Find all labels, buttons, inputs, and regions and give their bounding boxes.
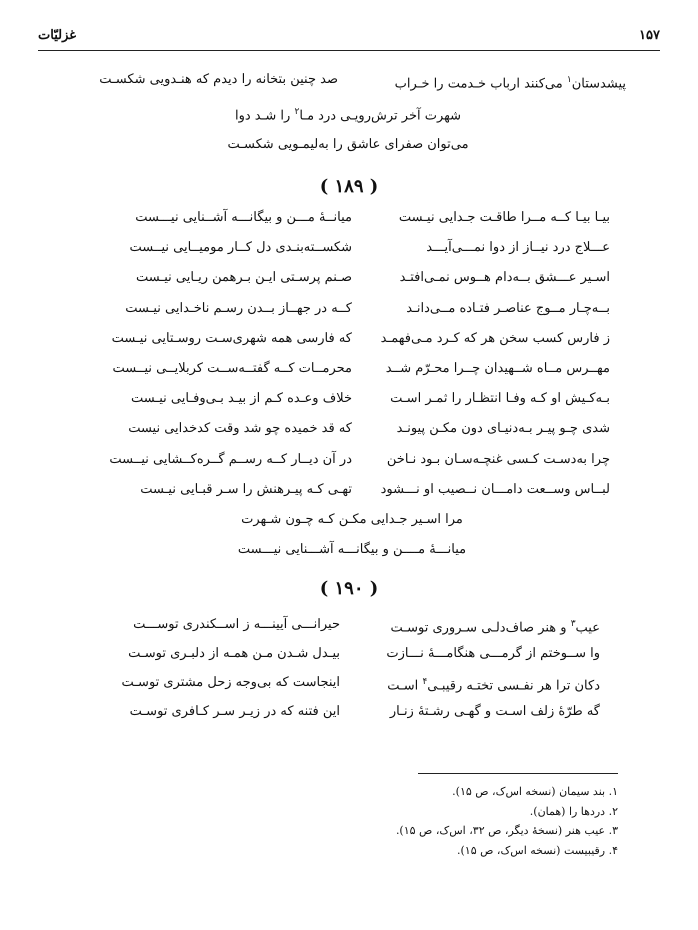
hemistich-right: عیب$^۳$ و هنر صاف‌دلـی سـروری توسـت — [390, 619, 600, 636]
intro-couplet — [70, 66, 626, 98]
hemistich-right: شدی چـو پیـر بـه‌دنیـای دون مکـن پیونـد — [396, 421, 610, 437]
hemistich-right: وا ســوختم از گرمـــی هنگامـــۀ نـــازت — [386, 646, 600, 661]
ghazal-189-title: ( ۱۸۹ ) — [319, 176, 379, 197]
footnote-marker: ۱ — [566, 75, 572, 85]
closing-verse-line: میانـــۀ مــــن و بیگانـــه آشـــنایی نیـــست — [237, 542, 467, 558]
hemistich-right: مهــرس مــاه شــهیدان چــرا محـرّم شــد — [385, 360, 610, 376]
hemistich-left: حیرانـــی آیینـــه ز اســکندری توســـت — [133, 617, 340, 632]
ghazal-190 — [100, 610, 600, 726]
ghazal-189 — [94, 203, 610, 565]
hemistich-left: صـنم پرسـتی ایـن بـرهمن ریـایی نیـست — [136, 270, 352, 286]
footnote: ۲. دردها را (همان). — [529, 804, 618, 818]
hemistich-right: دکان ترا هر نفـسی تختـه رقیبـی$^۴$ اسـت — [387, 677, 600, 694]
hemistich-right: اسـیر عـــشق بــه‌دام هــوس نمـی‌افتـد — [399, 270, 610, 286]
running-title: غزلیّات — [38, 27, 77, 43]
closing-verse-line: مرا اسـیر جـدایی مکـن کـه چـون شـهرت — [241, 511, 463, 527]
hemistich-left: تهـی کـه پیـرهنش را سـر قبـایی نیـست — [140, 481, 352, 497]
hemistich-right: گه طرّۀ زلف اسـت و گهـی رشـتۀ زنـار — [389, 704, 600, 719]
couplet — [94, 445, 610, 475]
hemistich-left: در آن دیــار کــه رســم گــره‌کــشایی نیــست — [109, 451, 352, 467]
couplet — [94, 203, 610, 233]
hemistich-left: اینجاست که بی‌وجه زحل مشتری توسـت — [121, 675, 340, 690]
couplet — [94, 475, 610, 505]
hemistich-left: میانــۀ مـــن و بیگانـــه آشــنایی نیـــست — [135, 210, 352, 225]
page-number: ۱۵۷ — [639, 27, 660, 43]
hemistich-left: شکســته‌بنـدی دل کــار مومیــایی نیــست — [129, 240, 352, 256]
intro-verse-line: می‌توان صفرای عاشق را به‌لیمـویی شکسـت — [227, 136, 469, 152]
couplet — [94, 324, 610, 354]
hemistich-left: صد چنین بتخانه را دیدم که هنـدویی شکسـت — [99, 72, 338, 87]
hemistich-right: عـــلاج درد نیــاز از دوا نمـــی‌آیـــد — [426, 240, 610, 256]
page-header — [38, 20, 660, 51]
couplet — [100, 639, 600, 668]
footnote-marker: ۳ — [570, 619, 576, 629]
intro-verse-line: شهرت آخر ترش‌رویـی درد مـا$^۲$ را شـد دوا — [234, 107, 462, 124]
hemistich-left: کــه در جهــاز بــدن رسـم ناخـدایی نیـست — [125, 300, 352, 316]
hemistich-left: این فتنه که در زیـر سـر کـافری توسـت — [129, 704, 340, 719]
footnote: ۳. عیب هنر (نسخۀ دیگر، ص ۳۲، اس‌ک، ص ۱۵). — [395, 824, 618, 837]
hemistich-left: محرمــات کــه گفتــه‌ســت کربلایــی نیــست — [112, 360, 352, 376]
couplet — [94, 384, 610, 414]
footnote-divider — [418, 773, 618, 774]
hemistich-left: که فارسی همه شهری‌سـت روسـتایی نیـست — [111, 330, 352, 346]
hemistich-left: بیـدل شـدن مـن همـه از دلبـری توسـت — [128, 646, 340, 661]
couplet — [94, 233, 610, 263]
footnote: ۴. رقیبیست (نسخه اس‌ک، ص ۱۵). — [456, 843, 618, 857]
couplet — [94, 414, 610, 444]
couplet — [94, 354, 610, 384]
couplet — [94, 263, 610, 293]
footnote-marker: ۲ — [294, 107, 300, 118]
couplet — [100, 668, 600, 697]
couplet — [100, 610, 600, 639]
couplet — [100, 697, 600, 726]
hemistich-right: بــه‌چـار مــوج عناصـر فتـاده مــی‌دانـد — [406, 300, 610, 316]
hemistich-right: بـه‌کـیش او کـه وفـا انتظـار را ثمـر اسـت — [390, 391, 610, 407]
hemistich-right: لبــاس وســعت دامـــان نــصیب او نـــشود — [380, 481, 610, 497]
hemistich-right: چرا به‌دسـت کـسی غنچـه‌سـان بـود نـاخن — [386, 451, 610, 467]
footnote-marker: ۴ — [422, 677, 428, 687]
footnotes — [318, 782, 618, 860]
hemistich-right: ز فارس کسب سخن هر که کـرد مـی‌فهمـد — [380, 330, 610, 346]
couplet — [94, 294, 610, 324]
footnote: ۱. بند سیمان (نسخه اس‌ک، ص ۱۵). — [452, 785, 618, 798]
intro-verses — [70, 66, 626, 159]
hemistich-left: که قد خمیده چو شد وقت کدخدایی نیست — [128, 421, 352, 437]
hemistich-right: پیشدستان$^۱$ می‌کنند ارباب خـدمت را خـراب — [394, 75, 626, 92]
hemistich-right: بیـا بیـا کــه مــرا طاقـت جـدایی نیـست — [398, 210, 610, 225]
ghazal-190-title: ( ۱۹۰ ) — [319, 578, 379, 599]
hemistich-left: خلاف وعـده کـم از بیـد بـی‌وفـایی نیـست — [131, 391, 352, 407]
